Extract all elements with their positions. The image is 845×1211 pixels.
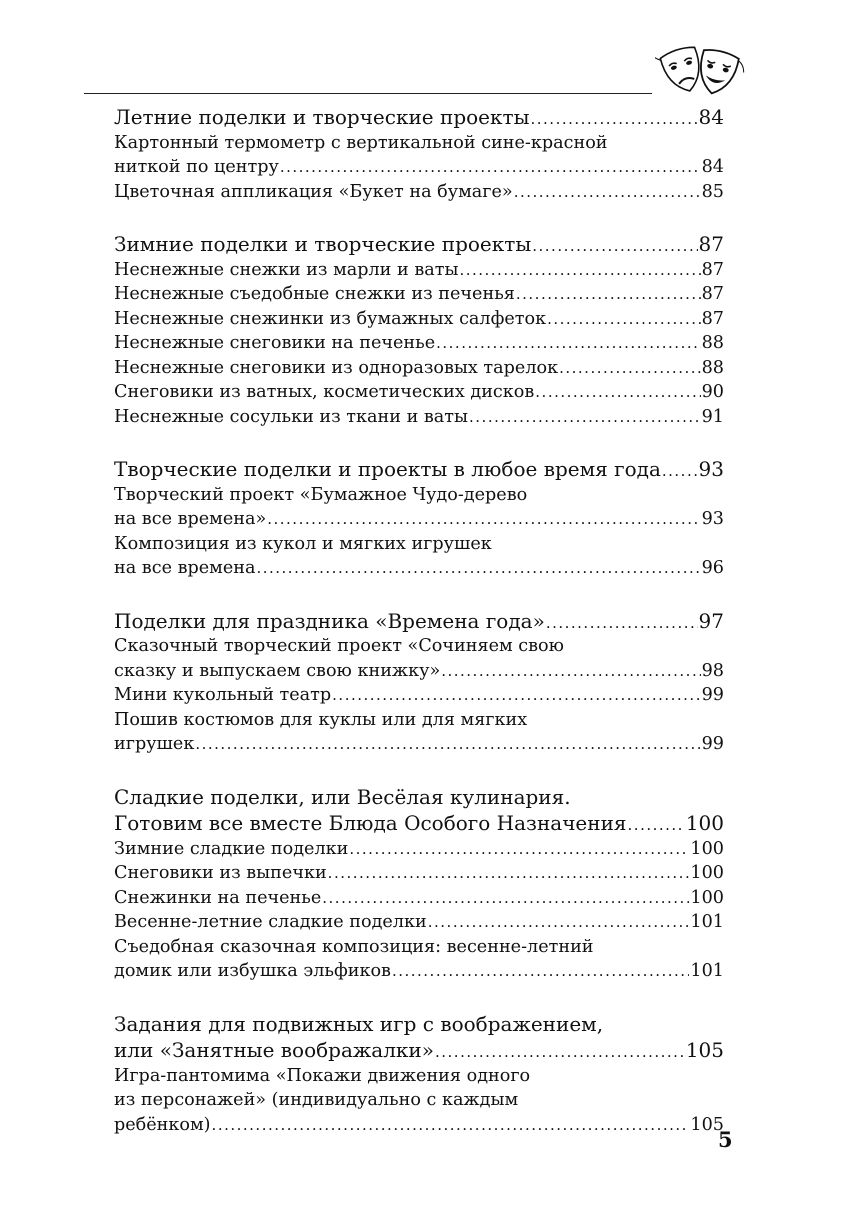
toc-entry [114, 837, 724, 862]
dot-leader [469, 405, 701, 430]
page-ref: 88 [701, 333, 724, 353]
toc-entry [114, 307, 724, 332]
section-heading-text: Задания для подвижных игр с воображением, [114, 1011, 604, 1036]
section-heading [114, 608, 724, 635]
toc-entry-line-text: Игра-пантомима «Покажи движения одного [114, 1065, 531, 1086]
toc-entry-line [114, 634, 724, 659]
toc-entry [114, 282, 724, 307]
dot-leader [212, 1113, 690, 1138]
toc-entry-text: Снежинки на печенье [114, 887, 322, 908]
dot-leader [428, 910, 690, 935]
toc-entry-line-text: Сказочный творческий проект «Сочиняем свою [114, 636, 564, 656]
section-heading-text: или «Занятные воображалки» [114, 1038, 434, 1062]
toc-entry-line-text: Съедобная сказочная композиция: весенне-летний [114, 936, 594, 957]
dot-leader [392, 959, 689, 984]
table-of-contents [114, 104, 724, 1164]
section-heading [114, 104, 724, 131]
toc-entry-line-text: Пошив костюмов для куклы или для мягких [114, 709, 528, 730]
toc-entry-text: на все времена» [114, 509, 267, 529]
toc-entry-line [114, 1064, 724, 1089]
dot-leader [267, 507, 700, 532]
toc-entry [114, 331, 724, 356]
page-ref: 101 [690, 912, 724, 932]
page-ref: 96 [701, 558, 724, 578]
toc-section [114, 608, 724, 757]
toc-entry [114, 380, 724, 405]
toc-entry-line [114, 935, 724, 960]
toc-entry-text: Неснежные снежки из марли и ваты [114, 259, 459, 280]
toc-entry [114, 659, 724, 684]
toc-entry [114, 556, 724, 581]
page-ref: 84 [701, 157, 724, 177]
page-ref: 87 [701, 284, 724, 304]
toc-entry-text: игрушек [114, 734, 195, 754]
dot-leader [332, 683, 700, 708]
toc-entry-line-text: Композиция из кукол и мягких игрушек [114, 533, 492, 554]
page-ref: 87 [701, 308, 724, 329]
dot-leader [516, 282, 701, 307]
toc-entry-text: Неснежные снежинки из бумажных салфеток [114, 308, 547, 329]
dot-leader [280, 155, 701, 180]
page-ref: 99 [701, 734, 724, 754]
toc-entry [114, 507, 724, 532]
toc-entry-text: Снеговики из ватных, косметических дисков [114, 382, 535, 402]
toc-entry-text: Мини кукольный театр [114, 685, 332, 705]
toc-entry-line [114, 131, 724, 156]
section-heading-text: Летние поделки и творческие проекты [114, 105, 530, 129]
section-heading [114, 456, 724, 483]
section-heading [114, 231, 724, 258]
page-ref: 98 [701, 660, 724, 681]
toc-entry-text: Неснежные снеговики на печенье [114, 333, 436, 353]
dot-leader [531, 106, 698, 133]
page-ref: 100 [685, 811, 724, 835]
dot-leader [322, 886, 689, 911]
section-heading-text: Готовим все вместе Блюда Особого Назначения [114, 811, 627, 835]
toc-entry-line-text: из персонажей» (индивидуально с каждым [114, 1090, 519, 1110]
page-ref: 100 [690, 863, 724, 883]
toc-entry-text: Зимние сладкие поделки [114, 838, 349, 859]
section-heading-text: Сладкие поделки, или Весёлая кулинария. [114, 784, 571, 809]
toc-entry-line [114, 708, 724, 733]
toc-entry-text: Весенне-летние сладкие поделки [114, 912, 427, 932]
dot-leader [628, 812, 685, 839]
toc-entry-line-text: Творческий проект «Бумажное Чудо-дерево [114, 484, 528, 505]
dot-leader [195, 732, 700, 757]
toc-entry [114, 405, 724, 430]
dot-leader [662, 458, 698, 485]
toc-entry-text: домик или избушка эльфиков [114, 961, 391, 981]
dot-leader [559, 356, 701, 381]
section-heading-text: Зимние поделки и творческие проекты [114, 232, 532, 256]
page-ref: 101 [690, 961, 724, 981]
dot-leader [328, 861, 690, 886]
section-heading-text: Поделки для праздника «Времена года» [114, 608, 545, 633]
dot-leader [435, 1039, 685, 1066]
page-ref: 100 [690, 887, 724, 908]
toc-entry-text: Неснежные сосульки из ткани и ваты [114, 406, 469, 427]
toc-entry [114, 155, 724, 180]
dot-leader [441, 659, 700, 684]
toc-section [114, 456, 724, 581]
page-ref: 85 [701, 181, 724, 202]
page-ref: 87 [701, 259, 724, 280]
toc-section [114, 104, 724, 204]
toc-entry-line [114, 532, 724, 557]
page-ref: 100 [690, 838, 724, 859]
toc-entry [114, 683, 724, 708]
toc-entry [114, 258, 724, 283]
page-ref: 88 [701, 357, 724, 378]
toc-entry-text: сказку и выпускаем свою книжку» [114, 660, 441, 681]
toc-entry [114, 356, 724, 381]
page-ref: 93 [698, 457, 724, 481]
dot-leader [349, 837, 689, 862]
toc-entry-text: на все времена [114, 558, 256, 578]
toc-section [114, 231, 724, 429]
dot-leader [532, 233, 697, 260]
section-heading-text: Творческие поделки и проекты в любое время года [114, 457, 661, 481]
page-ref: 93 [701, 509, 724, 529]
dot-leader [547, 307, 701, 332]
toc-entry [114, 180, 724, 205]
header-rule [84, 93, 652, 94]
page-ref: 97 [698, 608, 724, 633]
toc-entry-text: Неснежные съедобные снежки из печенья [114, 284, 515, 304]
toc-entry-text: Снеговики из выпечки [114, 863, 327, 883]
section-heading [114, 1037, 724, 1064]
toc-section [114, 784, 724, 984]
dot-leader [514, 180, 701, 205]
dot-leader [459, 258, 700, 283]
section-heading [114, 810, 724, 837]
toc-entry-text: Цветочная аппликация «Букет на бумаге» [114, 181, 513, 202]
dot-leader [535, 380, 700, 405]
toc-section [114, 1011, 724, 1138]
page-ref: 105 [685, 1038, 724, 1062]
dot-leader [436, 331, 700, 356]
dot-leader [546, 610, 698, 637]
toc-entry-text: ребёнком) [114, 1114, 211, 1135]
theater-masks-icon [655, 40, 747, 102]
toc-entry-line-text: Картонный термометр с вертикальной сине-красной [114, 132, 608, 153]
toc-entry [114, 959, 724, 984]
toc-entry [114, 1113, 724, 1138]
page-number: 5 [718, 1127, 733, 1152]
toc-entry [114, 910, 724, 935]
toc-entry [114, 732, 724, 757]
section-heading [114, 1011, 724, 1038]
section-heading [114, 784, 724, 811]
toc-entry-text: Неснежные снеговики из одноразовых тарелок [114, 357, 559, 378]
toc-entry [114, 886, 724, 911]
page-ref: 87 [698, 232, 724, 256]
page-ref: 91 [701, 406, 724, 427]
toc-entry [114, 861, 724, 886]
toc-entry-line [114, 1088, 724, 1113]
page-ref: 90 [701, 382, 724, 402]
dot-leader [256, 556, 700, 581]
toc-entry-text: ниткой по центру [114, 157, 279, 177]
toc-entry-line [114, 483, 724, 508]
page-ref: 99 [701, 685, 724, 705]
page-ref: 105 [690, 1114, 724, 1135]
page-ref: 84 [698, 105, 724, 129]
